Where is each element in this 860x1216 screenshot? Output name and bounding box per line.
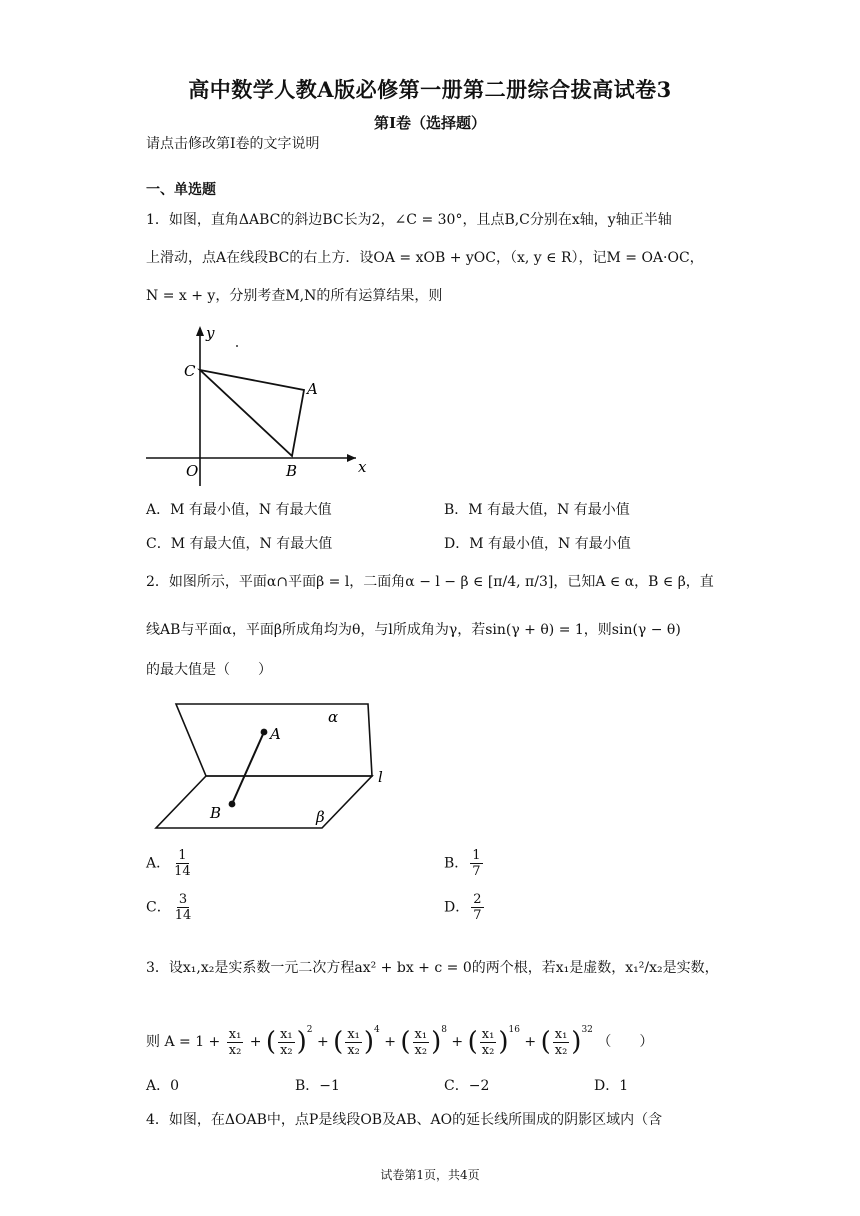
q2-text-line3: 的最大值是（ ） [146, 662, 272, 678]
q3-option-d[interactable]: D．1 [594, 1078, 629, 1094]
q1-text-line2: 上滑动，点A在线段BC的右上方．设OA = xOB + yOC，（x, y ∈ R），记M = OA·OC， [146, 250, 704, 266]
section-heading: 一、单选题 [146, 182, 216, 198]
q2-option-c[interactable] [146, 892, 195, 923]
volume-subtitle: 第I卷（选择题） [373, 114, 487, 132]
q2-option-d-fraction: $\frac{2}{7}$ [473, 892, 482, 923]
q2-label-l: l [378, 768, 383, 786]
q3-formula: 则 A = 1 + $\frac{\text{x₁}}{\text{x₂}}$ + ( $\frac{\text{x₁}}{\text{x₂}}$ )$^2$ + ( $\frac{\text{x₁}}{\text{x₂}}$ )$^4$ + ( $\frac{\text{x₁}}{\text{x₂}}$ )$^8$ + ( $\frac{\text{x₁}}{\text{x₂}}$ )$^{16}$ + ( $\frac{\text{x₁}}{\text{x₂}}$ )$^{32}$ （ ） [146, 1025, 654, 1058]
q2-figure [146, 696, 386, 832]
q3-term-4: $\frac{\text{x₁}}{\text{x₂}}$ [481, 1026, 495, 1058]
q2-label-b: B [210, 804, 222, 822]
q2-text-line2: 线AB与平面α，平面β所成角均为θ，与l所成角为γ，若sin(γ + θ) = 1，则sin(γ − θ) [146, 622, 681, 638]
q1-triangle-abc [200, 370, 304, 456]
q1-text-line3: N = x + y，分别考查M,N的所有运算结果，则 [146, 288, 443, 304]
q2-text-line1: 2．如图所示，平面α∩平面β = l，二面角α − l − β ∈ [π/4, π/3]，已知A ∈ α，B ∈ β，直 [146, 574, 714, 590]
q2-point-b [229, 801, 236, 808]
q2-option-b[interactable] [444, 848, 485, 879]
q3-term-0: $\frac{\text{x₁}}{\text{x₂}}$ [228, 1026, 242, 1058]
q1-option-b[interactable]: B．M 有最大值，N 有最小值 [444, 502, 630, 518]
q1-x-arrow [347, 454, 356, 462]
page-title: 高中数学人教A版必修第一册第二册综合拔高试卷3 [188, 77, 672, 102]
q2-option-d-prefix: D． [444, 899, 470, 916]
q2-option-c-fraction: $\frac{3}{14}$ [174, 892, 192, 923]
q2-label-alpha: α [328, 708, 339, 726]
q1-label-a: A [307, 380, 318, 398]
q3-formula-prefix: 则 A = 1 + [146, 1034, 221, 1050]
q1-label-b: B [286, 462, 298, 480]
q3-text-line1: 3．设x₁,x₂是实系数一元二次方程ax² + bx + c = 0的两个根，若x₁是虚数，x₁²/x₂是实数， [146, 960, 719, 976]
q3-option-b[interactable]: B．−1 [295, 1078, 340, 1094]
q1-figure [146, 322, 370, 488]
q2-option-b-prefix: B． [444, 855, 469, 872]
q3-term-5: $\frac{\text{x₁}}{\text{x₂}}$ [554, 1026, 568, 1058]
q2-point-a [261, 729, 268, 736]
q1-label-o: O [186, 462, 199, 480]
q3-term-3: $\frac{\text{x₁}}{\text{x₂}}$ [414, 1026, 428, 1058]
q2-option-b-fraction: $\frac{1}{7}$ [472, 848, 481, 879]
q2-label-a: A [270, 725, 281, 743]
q2-plane-beta [156, 776, 372, 828]
q4-text-line1: 4．如图，在ΔOAB中，点P是线段OB及AB、AO的延长线所围成的阴影区域内（含 [146, 1112, 663, 1128]
q2-segment-ab [232, 732, 264, 804]
q3-term-2: $\frac{\text{x₁}}{\text{x₂}}$ [347, 1026, 360, 1058]
q3-option-c[interactable]: C．−2 [444, 1078, 490, 1094]
q2-option-a-prefix: A． [146, 855, 171, 872]
q3-term-1: $\frac{\text{x₁}}{\text{x₂}}$ [280, 1026, 293, 1058]
q1-label-c: C [184, 362, 196, 380]
q1-speck [236, 345, 238, 347]
q2-option-c-prefix: C． [146, 899, 171, 916]
q3-formula-suffix: （ ） [597, 1034, 654, 1050]
q1-option-d[interactable]: D．M 有最小值，N 有最小值 [444, 536, 631, 552]
q2-label-beta: β [316, 808, 325, 826]
q1-label-x: x [358, 458, 367, 476]
q2-option-d[interactable] [444, 892, 486, 923]
q1-label-y: y [206, 324, 215, 342]
q1-option-a[interactable]: A．M 有最小值，N 有最大值 [146, 502, 332, 518]
page-footer: 试卷第1页，共4页 [380, 1168, 480, 1182]
q1-option-c[interactable]: C．M 有最大值，N 有最大值 [146, 536, 333, 552]
q3-option-a[interactable]: A．0 [146, 1078, 180, 1094]
volume-note[interactable]: 请点击修改第I卷的文字说明 [146, 136, 320, 152]
q1-y-arrow [196, 326, 204, 336]
q2-option-a[interactable] [146, 848, 195, 879]
q2-option-a-fraction: $\frac{1}{14}$ [174, 848, 191, 879]
q1-text-line1: 1．如图，直角ΔABC的斜边BC长为2，∠C = 30°，且点B,C分别在x轴，y轴正半轴 [146, 212, 672, 228]
